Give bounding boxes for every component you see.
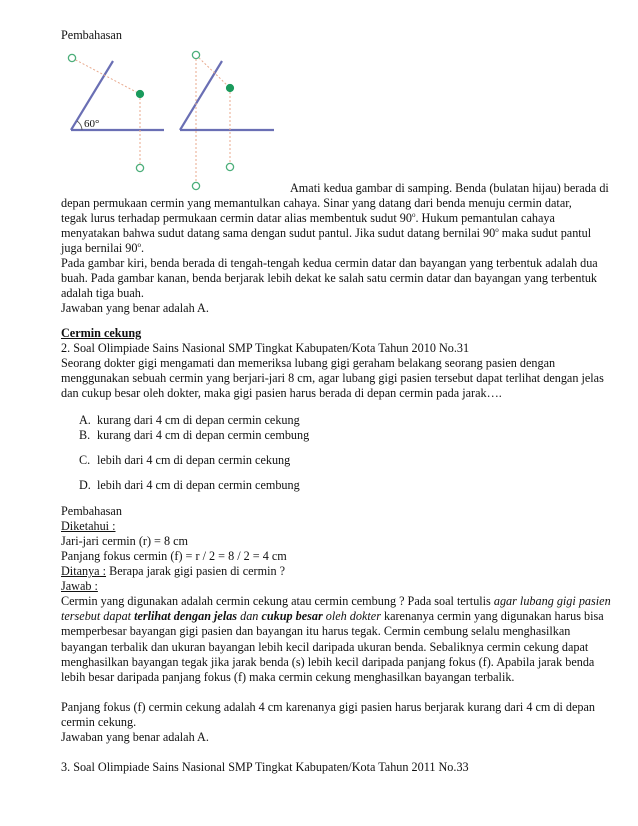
right-mirror-diagram xyxy=(180,51,274,189)
mirror-figure xyxy=(0,0,638,200)
degree-sup-1: o xyxy=(411,210,416,219)
para1-line5-a: juga bernilai 90 xyxy=(61,241,138,255)
s1-italic-3: oleh dokter xyxy=(322,609,381,624)
option-a-letter: A. xyxy=(79,413,91,427)
option-b xyxy=(79,428,309,443)
solution-paragraph-1 xyxy=(61,594,613,685)
option-d xyxy=(79,478,300,493)
option-c-letter: C. xyxy=(79,453,91,467)
asked-text: Berapa jarak gigi pasien di cermin ? xyxy=(106,564,286,578)
para1-line1: Amati kedua gambar di samping. Benda (bulatan hijau) berada di xyxy=(290,181,609,195)
question-2-text: Seorang dokter gigi mengamati dan memeriksa lubang gigi geraham belakang seorang pasien dengan menggunakan sebuah cermin yang berjari-jari 8 cm, agar lubang gigi pasien tersebut dapat terlihat dengan jelas dan cukup besar oleh dokter, maka gigi pasien harus berada di depan cermin pada jarak…. xyxy=(61,356,604,401)
right-image-mid xyxy=(226,163,233,170)
right-object-ball xyxy=(226,84,233,91)
answer-label: Jawab : xyxy=(61,579,98,593)
s1-bold-1: terlihat dengan jelas xyxy=(134,609,238,624)
option-c-text: lebih dari 4 cm di depan cermin cekung xyxy=(97,453,291,467)
s1-italic-2: dan xyxy=(237,609,262,624)
para1-line3 xyxy=(61,211,555,226)
option-c xyxy=(79,453,290,468)
answer-2: Jawaban yang benar adalah A. xyxy=(61,730,209,744)
option-d-text: lebih dari 4 cm di depan cermin cembung xyxy=(97,478,300,492)
left-image-bottom xyxy=(136,164,143,171)
degree-sup-2: o xyxy=(495,225,499,234)
right-image-bottom xyxy=(192,182,199,189)
asked-label: Ditanya : xyxy=(61,564,107,578)
angle-label: 60° xyxy=(84,118,100,130)
para1-line5 xyxy=(61,241,144,256)
para2: Pada gambar kiri, benda berada di tengah-tengah kedua cermin datar dan bayangan yang terbentuk adalah dua buah. Pada gambar kanan, benda berjarak lebih dekat ke salah satu cermin datar dan bayangan yang terbentuk adalah tiga buah. xyxy=(61,256,598,301)
para1-line3-a: tegak lurus terhadap permukaan cermin datar alias membentuk sudut 90 xyxy=(61,211,412,225)
para1-line4-b: maka sudut pantul xyxy=(498,226,592,240)
para1-line2: depan permukaan cermin yang memantulkan cahaya. Sinar yang datang dari benda menuju cermin datar, xyxy=(61,196,572,210)
left-image-top xyxy=(68,54,75,61)
question-2-title: 2. Soal Olimpiade Sains Nasional SMP Tingkat Kabupaten/Kota Tahun 2010 No.31 xyxy=(61,341,470,355)
known-focal: Panjang fokus cermin (f) = r / 2 = 8 / 2 = 4 cm xyxy=(61,549,287,563)
question-3-title: 3. Soal Olimpiade Sains Nasional SMP Tingkat Kabupaten/Kota Tahun 2011 No.33 xyxy=(61,760,469,774)
known-radius: Jari-jari cermin (r) = 8 cm xyxy=(61,534,188,548)
para1-line4-a: menyatakan bahwa sudut datang sama dengan sudut pantul. Jika sudut datang bernilai 90 xyxy=(61,226,496,240)
asked-line xyxy=(61,564,285,579)
s1-bold-2: cukup besar xyxy=(261,609,323,624)
para1-line3-b: . Hukum pemantulan cahaya xyxy=(415,211,555,225)
right-ray-line xyxy=(196,55,230,88)
section-title-cermin-cekung: Cermin cekung xyxy=(61,326,142,340)
option-b-text: kurang dari 4 cm di depan cermin cembung xyxy=(97,428,310,442)
option-d-letter: D. xyxy=(79,478,91,492)
heading-pembahasan-2: Pembahasan xyxy=(61,504,122,518)
known-label: Diketahui : xyxy=(61,519,116,533)
s1-rest: karenanya cermin yang digunakan harus bisa memperbesar bayangan gigi pasien dan bayangan itu harus tegak. Cermin cembung selalu menghasilkan bayangan terbalik dan ukuran bayangan lebih kecil daripada ukuran benda. Sebaliknya cermin cekung dapat menghasilkan bayangan tegak jika jarak benda (s) lebih kecil daripada panjang fokus (f). Apabila jarak benda lebih besar daripada panjang fokus (f) maka cermin cekung menghasilkan bayangan terbalik. xyxy=(61,609,604,685)
option-a-text: kurang dari 4 cm di depan cermin cekung xyxy=(97,413,300,427)
para1-line4 xyxy=(61,226,591,241)
left-ray-line xyxy=(72,58,140,94)
s1-text: Cermin yang digunakan adalah cermin cekung atau cermin cembung ? Pada soal tertulis xyxy=(61,594,494,608)
solution-paragraph-2: Panjang fokus (f) cermin cekung adalah 4 cm karenanya gigi pasien harus berjarak kurang dari 4 cm di depan cermin cekung. xyxy=(61,700,596,730)
left-object-ball xyxy=(136,90,143,97)
angle-arc xyxy=(77,121,82,130)
answer-1: Jawaban yang benar adalah A. xyxy=(61,301,209,315)
right-image-top xyxy=(192,51,199,58)
para1-line5-b: . xyxy=(141,241,145,255)
option-b-letter: B. xyxy=(79,428,91,442)
degree-sup-3: o xyxy=(137,240,141,249)
left-mirror-diagram xyxy=(68,54,164,171)
right-mirror-slanted xyxy=(180,61,222,130)
option-a xyxy=(79,413,300,428)
s1-italic-1: agar lubang gigi pasien tersebut dapat xyxy=(61,594,611,624)
heading-pembahasan-1: Pembahasan xyxy=(61,28,122,42)
